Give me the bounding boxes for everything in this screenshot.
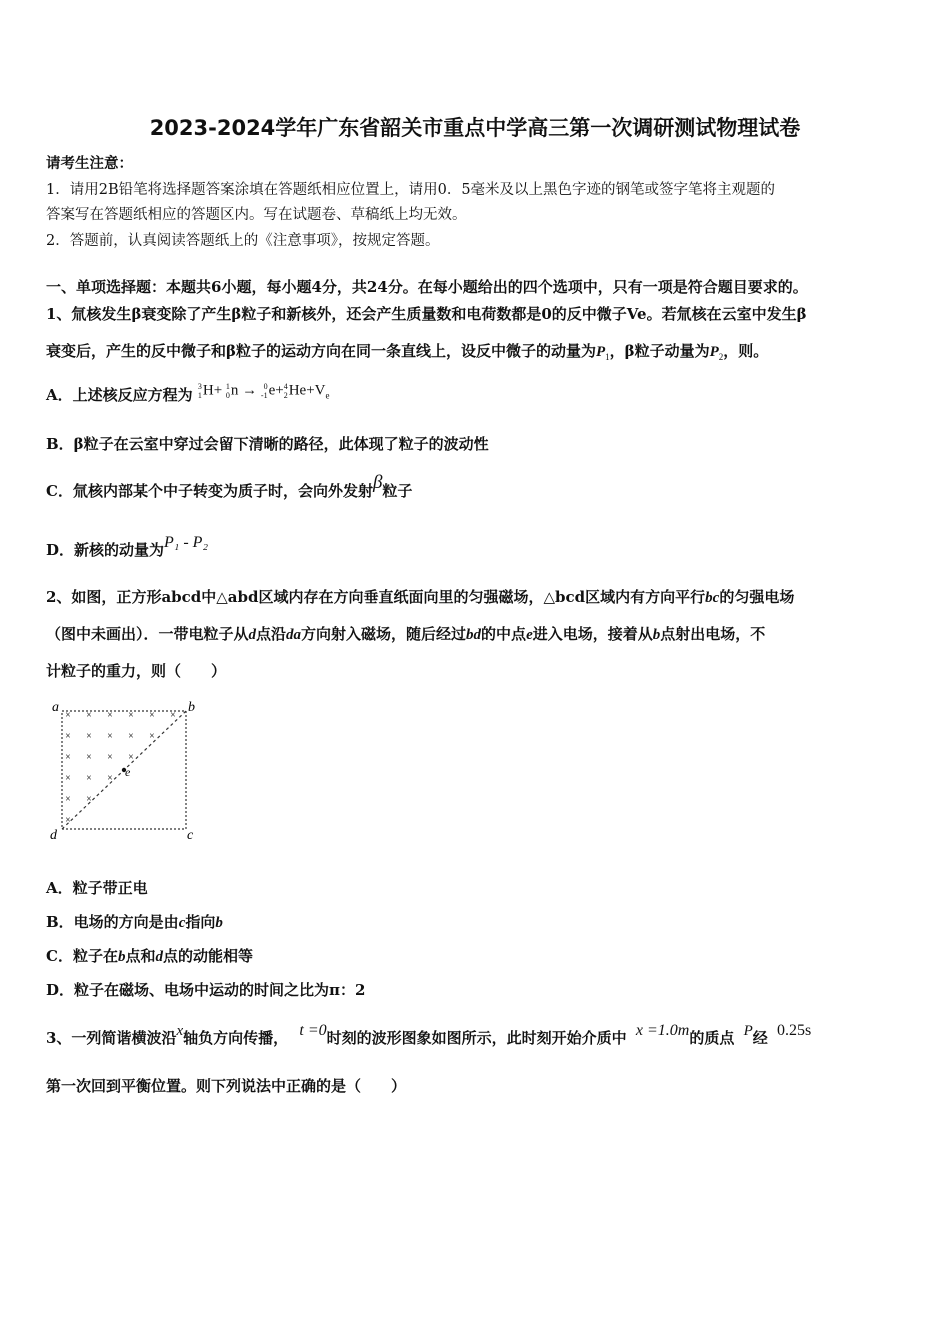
field-mark: × [65,731,71,742]
field-mark: × [128,752,134,763]
field-mark: × [65,794,71,805]
field-mark: × [107,731,113,742]
notice-item-2: 2．答题前，认真阅读答题纸上的《注意事项》，按规定答题。 [46,233,440,249]
notice-item-1a: 1．请用2B铅笔将选择题答案涂填在答题纸相应位置上，请用0．5毫米及以上黑色字迹的钢笔或签字笔将主观题的 [46,182,776,198]
q1-option-b: B．β粒子在云室中穿过会留下清晰的路径，此体现了粒子的波动性 [46,435,489,453]
field-mark: × [170,710,176,721]
label-e: e [125,765,131,779]
q1-option-c: C．氚核内部某个中子转变为质子时，会向外发射β粒子 [46,472,413,500]
new-nucleus-momentum: P₁ - P₂ [164,534,209,551]
q3-line-2: 第一次回到平衡位置。则下列说法中正确的是（ ） [46,1077,407,1095]
notice-heading: 请考生注意： [46,155,133,172]
field-mark: × [107,752,113,763]
q3-line-1: 3、一列简谐横波沿x轴负方向传播， t =0时刻的波形图象如图所示，此时刻开始介质中 x =1.0m的质点 P经 0.25s [46,1022,812,1047]
q1-option-a: A．上述核反应方程为 3 1H+ 1 0n → 0 -1e+4 $2He+V_e$ [46,381,330,404]
q2-option-c: C．粒子在b点和d点的动能相等 [46,947,253,965]
q1-line-1: 1、氚核发生β衰变除了产生β粒子和新核外，还会产生质量数和电荷数都是0的反中微子Ve。若氚核在云室中发生β [46,305,807,323]
label-b: b [188,700,195,715]
field-mark: × [65,815,71,826]
q2-figure [46,696,206,846]
magnetic-field-marks [65,710,176,826]
field-mark: × [107,710,113,721]
field-mark: × [149,710,155,721]
field-mark: × [86,794,92,805]
field-mark: × [149,731,155,742]
q2-option-d: D．粒子在磁场、电场中运动的时间之比为π：2 [46,981,366,999]
q2-line-3: 计粒子的重力，则（ ） [46,662,227,680]
q2-line-2: （图中未画出）．一带电粒子从d点沿da方向射入磁场，随后经过bd的中点e进入电场，接着从b点射出电场，不 [46,625,766,643]
field-mark: × [86,731,92,742]
label-d: d [50,828,57,843]
q1-option-d: D．新核的动量为P₁ - P₂ [46,534,209,559]
field-mark: × [65,752,71,763]
field-mark: × [86,752,92,763]
q1-line-2: 衰变后，产生的反中微子和β粒子的运动方向在同一条直线上，设反中微子的动量为$P_1$，β粒子动量为$P_2$，则。 [46,342,769,362]
notice-item-1b: 答案写在答题纸相应的答题区内。写在试题卷、草稿纸上均无效。 [46,207,467,223]
label-a: a [52,700,59,715]
section-heading: 一、单项选择题：本题共6小题，每小题4分，共24分。在每小题给出的四个选项中，只有一项是符合题目要求的。 [46,278,808,296]
q2-line-1: 2、如图，正方形abcd中△abd区域内存在方向垂直纸面向里的匀强磁场，△bcd区域内有方向平行bc的匀强电场 [46,588,795,606]
field-mark: × [86,773,92,784]
field-mark: × [107,773,113,784]
label-c: c [187,828,194,843]
field-mark: × [128,710,134,721]
q2-option-a: A．粒子带正电 [46,879,148,897]
q2-option-b: B．电场的方向是由c指向b [46,913,223,931]
field-mark: × [65,710,71,721]
page-title: 2023-2024学年广东省韶关市重点中学高三第一次调研测试物理试卷 [149,116,801,140]
reaction-equation: 3 1H+ 1 0n → 0 -1e+4 $2He+V_e$ [197,381,330,400]
field-mark: × [86,710,92,721]
field-mark: × [128,731,134,742]
field-mark: × [65,773,71,784]
